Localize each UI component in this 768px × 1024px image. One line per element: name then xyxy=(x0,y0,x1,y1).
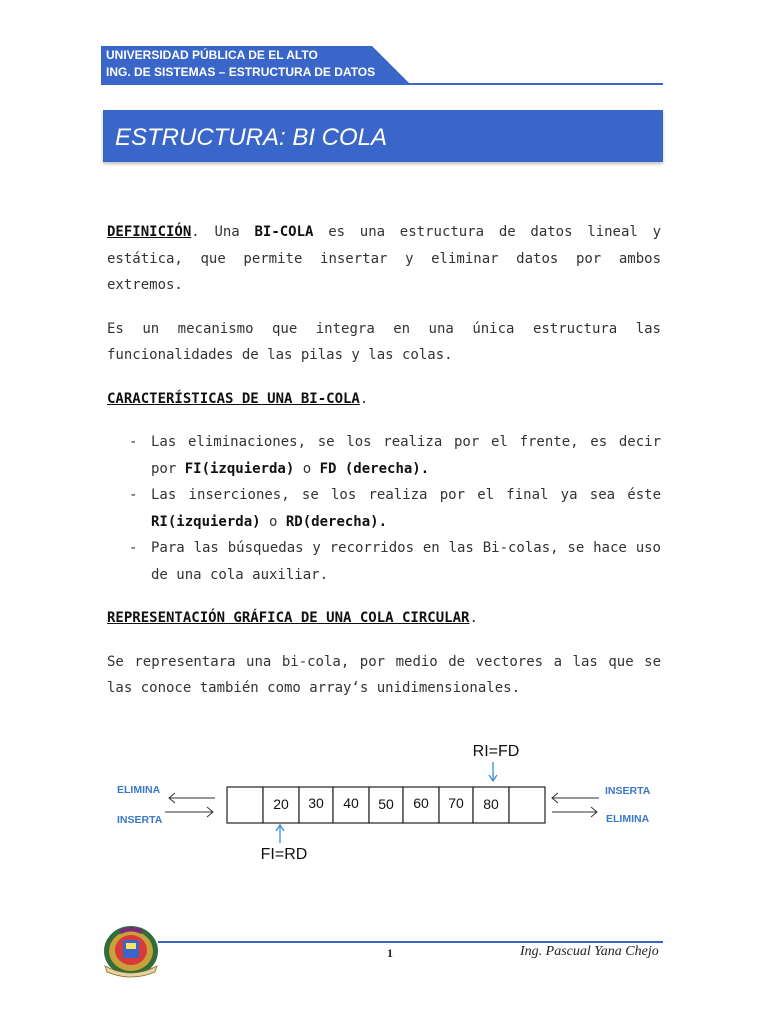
bicola-diagram xyxy=(107,735,667,865)
header-text xyxy=(106,47,375,81)
cell-value: 60 xyxy=(413,795,429,811)
characteristics-heading-line: CARACTERÍSTICAS DE UNA BI-COLA. xyxy=(107,390,369,407)
cell-value: 80 xyxy=(483,796,499,812)
cell-value: 50 xyxy=(378,796,394,812)
cell-value: 20 xyxy=(273,796,289,812)
item-text: Para las búsquedas y recorridos en las Bi-colas, se hace uso de una cola auxiliar. xyxy=(151,540,661,583)
definition-term: BI-COLA xyxy=(254,224,314,240)
item-bold: RI(izquierda) xyxy=(151,513,261,530)
left-inserta-label: INSERTA xyxy=(117,814,163,826)
footer-rule xyxy=(158,941,663,943)
list-item xyxy=(107,429,661,482)
array-cell xyxy=(509,787,545,823)
representation-heading: REPRESENTACIÓN GRÁFICA DE UNA COLA CIRCULAR xyxy=(107,610,470,626)
header-university: UNIVERSIDAD PÚBLICA DE EL ALTO xyxy=(106,48,318,62)
mechanism-paragraph: Es un mecanismo que integra en una única estructura las funcionalidades de las pilas y las colas. xyxy=(107,320,661,363)
title-box xyxy=(103,110,663,162)
definition-text: es una estructura de datos lineal y estática, que permite insertar y eliminar datos por ambos extremos. xyxy=(107,224,661,293)
representation-paragraph: Se representara una bi-cola, por medio de vectores a las que se las conoce también como array‘s unidimensionales. xyxy=(107,653,661,696)
representation-heading-line: REPRESENTACIÓN GRÁFICA DE UNA COLA CIRCULAR. xyxy=(107,610,478,626)
footer-author: Ing. Pascual Yana Chejo xyxy=(520,944,659,959)
header-rule xyxy=(101,83,663,85)
item-text: . xyxy=(420,460,430,477)
array-cell xyxy=(227,787,263,823)
cell-value: 70 xyxy=(448,795,464,811)
pointer-top-label: RI=FD xyxy=(472,743,520,760)
definition-intro: . Una xyxy=(191,224,255,240)
cell-value: 30 xyxy=(308,795,324,811)
list-item xyxy=(107,535,661,588)
definition-label: DEFINICIÓN xyxy=(107,224,192,240)
document-body xyxy=(107,219,661,702)
list-item xyxy=(107,482,661,535)
item-text: o xyxy=(294,460,320,477)
characteristics-list xyxy=(107,429,661,588)
page-number: 1 xyxy=(387,946,393,960)
characteristics-heading: CARACTERÍSTICAS DE UNA BI-COLA xyxy=(107,390,360,407)
page-title: ESTRUCTURA: BI COLA xyxy=(115,124,388,151)
item-text: o xyxy=(260,513,286,530)
left-elimina-label: ELIMINA xyxy=(117,784,161,796)
item-text: Las eliminaciones, se los realiza por el frente, es decir por xyxy=(151,434,661,477)
pointer-bottom-label: FI=RD xyxy=(260,846,308,863)
cell-value: 40 xyxy=(343,795,359,811)
definition-paragraph xyxy=(107,219,661,299)
right-inserta-label: INSERTA xyxy=(605,785,651,797)
item-bold: FD (derecha) xyxy=(319,460,421,477)
header-course: ING. DE SISTEMAS – ESTRUCTURA DE DATOS xyxy=(106,65,376,79)
item-text: Las inserciones, se los realiza por el final ya sea éste xyxy=(151,487,661,503)
university-seal-logo xyxy=(101,922,161,978)
right-elimina-label: ELIMINA xyxy=(606,813,650,825)
item-bold: RD(derecha) xyxy=(285,513,379,530)
item-text: . xyxy=(378,513,388,530)
item-bold: FI(izquierda) xyxy=(184,460,295,477)
